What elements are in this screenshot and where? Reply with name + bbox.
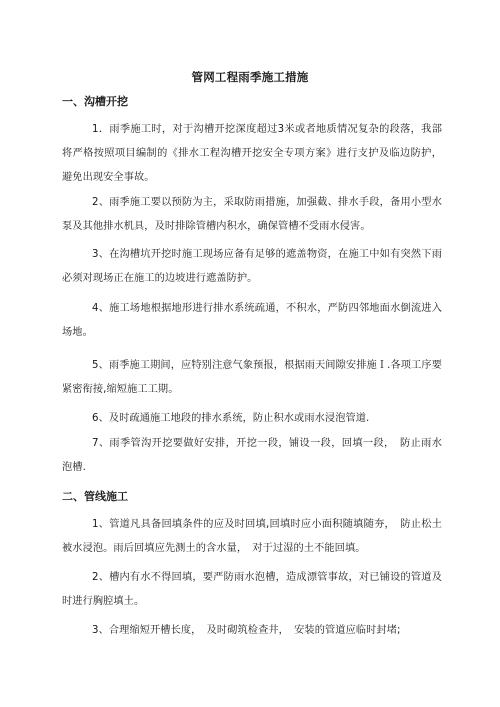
paragraph-pipeline-1: 1、管道凡具备回填条件的应及时回填,回填时应小面积随填随夯， 防止松土被水浸泡。雨后回填应先测土的含水量， 对于过湿的土不能回填。 [62, 519, 442, 554]
paragraph-excavation-2: 2、雨季施工要以预防为主，采取防雨措施，加强截、排水手段，备用小型水泵及其他排水机具，及时排除管槽内积水，确保管槽不受雨水侵害。 [62, 197, 442, 232]
paragraph-excavation-1: 1．雨季施工时，对于沟槽开挖深度超过3米或者地质情况复杂的段落，我部将严格按照项目编制的《排水工程沟槽开挖安全专项方案》进行支护及临边防护，避免出现安全事故。 [62, 124, 442, 183]
paragraph-pipeline-3: 3、合理缩短开槽长度， 及时砌筑检查井， 安装的管道应临时封堵; [92, 625, 401, 636]
paragraph-excavation-7: 7、雨季管沟开挖要做好安排，开挖一段，铺设一段，回填一段， 防止雨水泡槽. [62, 438, 442, 473]
paragraph-excavation-5: 5、雨季施工期间，应特别注意气象预报，根据雨天间隙安排施Ｉ.各项工序要紧密衔接,缩短施工工期。 [62, 360, 442, 395]
paragraph-excavation-4: 4、施工场地根据地形进行排水系统疏通，不积水，严防四邻地面水倒流进入场地。 [62, 303, 442, 338]
document-title: 管网工程雨季施工措施 [191, 70, 309, 84]
paragraph-pipeline-2: 2、槽内有水不得回填，要严防雨水泡槽，造成漂管事故，对已铺设的管道及时进行胸腔填土。 [62, 572, 442, 607]
paragraph-excavation-6: 6、及时疏通施工地段的排水系统，防止积水或雨水浸泡管道. [92, 413, 370, 424]
section-heading-trench-excavation: 一、沟槽开挖 [62, 95, 128, 108]
section-heading-pipeline-construction: 二、管线施工 [62, 490, 128, 503]
paragraph-excavation-3: 3、在沟槽坑开挖时施工现场应备有足够的遮盖物资，在施工中如有突然下雨必须对现场正在施工的边坡进行遮盖防护。 [62, 249, 442, 284]
